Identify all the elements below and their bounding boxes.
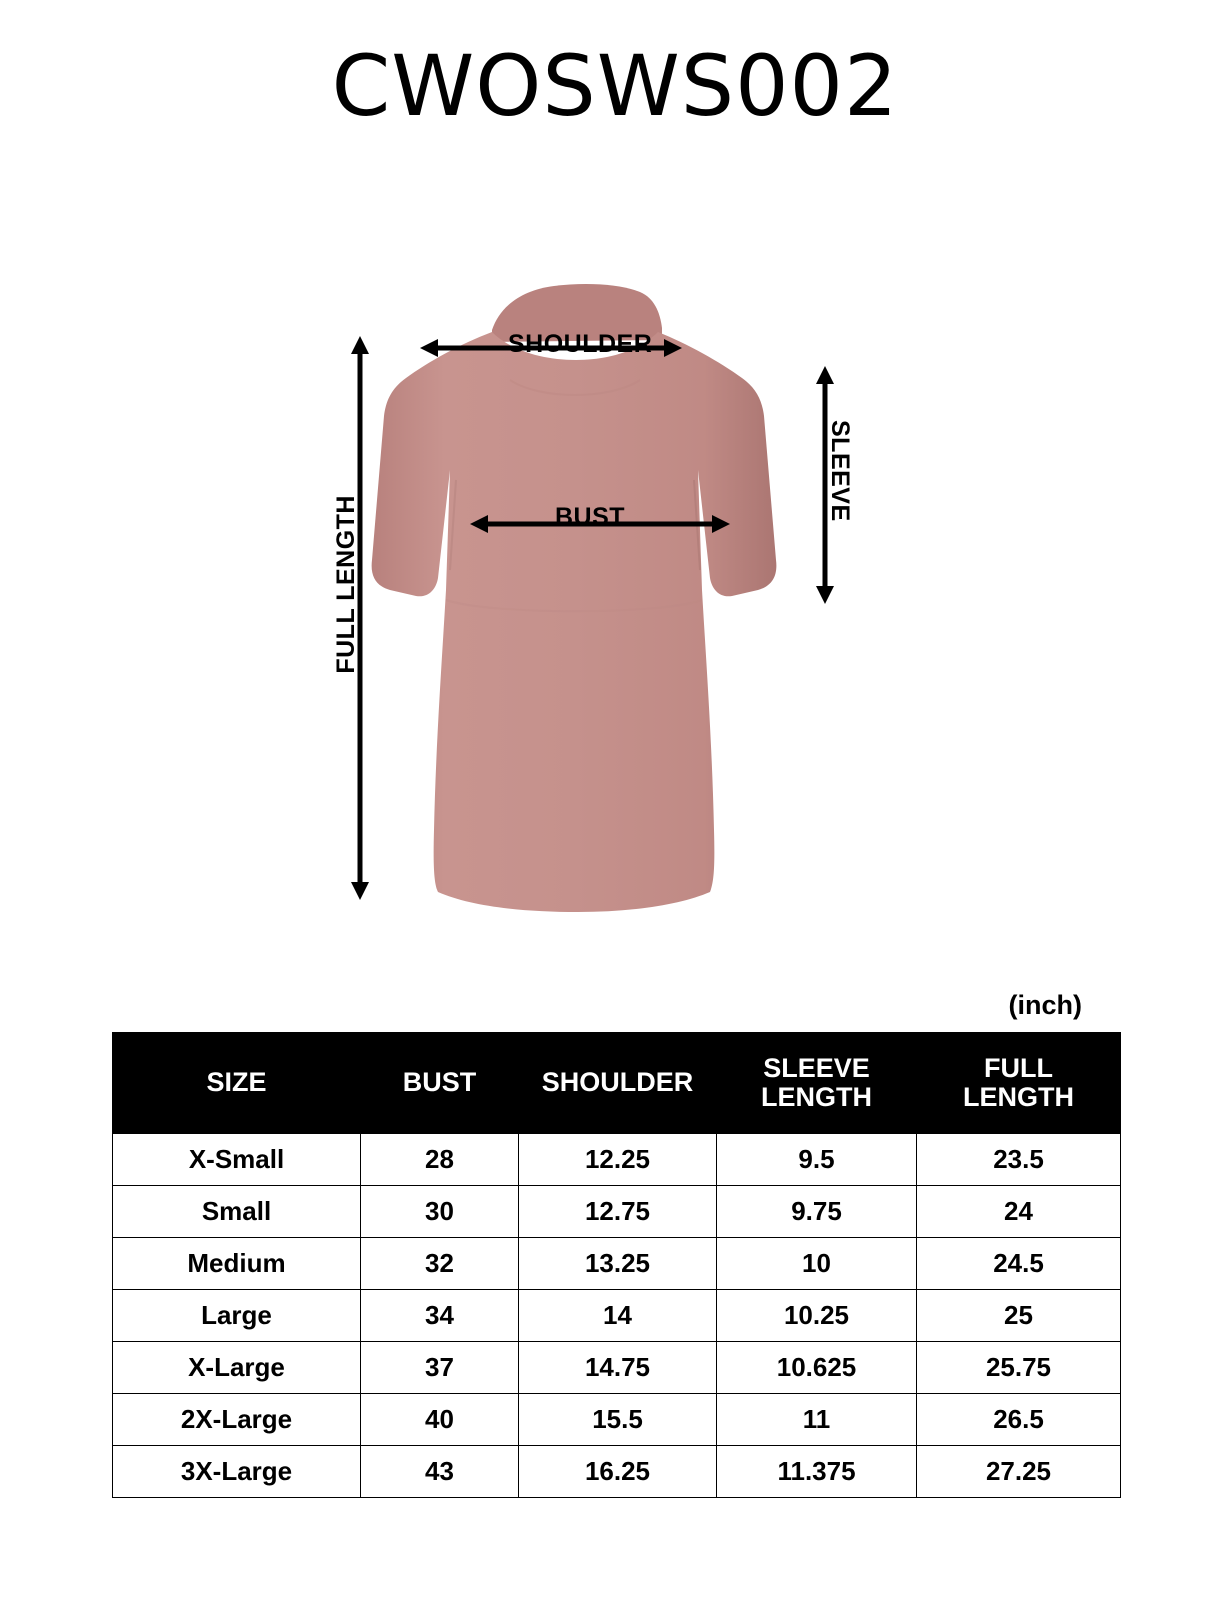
cell-size: Large [113,1290,361,1342]
header-size: SIZE [113,1033,361,1134]
cell-bust: 34 [361,1290,519,1342]
table-row [113,1394,1121,1446]
cell-full: 23.5 [917,1134,1121,1186]
cell-sleeve: 9.75 [717,1186,917,1238]
cell-sleeve: 10.625 [717,1342,917,1394]
cell-shoulder: 14.75 [519,1342,717,1394]
cell-shoulder: 12.25 [519,1134,717,1186]
cell-bust: 40 [361,1394,519,1446]
cell-full: 25 [917,1290,1121,1342]
cell-bust: 37 [361,1342,519,1394]
cell-full: 24.5 [917,1238,1121,1290]
page-title: CWOSWS002 [331,37,899,135]
cell-shoulder: 16.25 [519,1446,717,1498]
cell-shoulder: 13.25 [519,1238,717,1290]
header-bust: BUST [361,1033,519,1134]
table-row [113,1134,1121,1186]
cell-bust: 28 [361,1134,519,1186]
table-row [113,1342,1121,1394]
cell-full: 27.25 [917,1446,1121,1498]
label-full-length: FULL LENGTH [332,495,360,674]
table-header-row [113,1033,1121,1134]
cell-full: 26.5 [917,1394,1121,1446]
garment-diagram [310,270,920,930]
cell-size: X-Small [113,1134,361,1186]
cell-bust: 32 [361,1238,519,1290]
label-shoulder: SHOULDER [508,330,653,358]
cell-size: 3X-Large [113,1446,361,1498]
table-row [113,1238,1121,1290]
cell-full: 24 [917,1186,1121,1238]
cell-sleeve: 9.5 [717,1134,917,1186]
cell-bust: 43 [361,1446,519,1498]
cell-shoulder: 15.5 [519,1394,717,1446]
label-bust: BUST [555,503,626,531]
table-row [113,1446,1121,1498]
header-sleeve-length: SLEEVE LENGTH [717,1033,917,1134]
header-full-length: FULL LENGTH [917,1033,1121,1134]
cell-sleeve: 11 [717,1394,917,1446]
cell-size: Small [113,1186,361,1238]
cell-size: 2X-Large [113,1394,361,1446]
cell-shoulder: 14 [519,1290,717,1342]
cell-sleeve: 11.375 [717,1446,917,1498]
cell-sleeve: 10 [717,1238,917,1290]
cell-sleeve: 10.25 [717,1290,917,1342]
cell-shoulder: 12.75 [519,1186,717,1238]
tshirt-shape [372,284,777,912]
header-shoulder: SHOULDER [519,1033,717,1134]
label-sleeve: SLEEVE [826,420,854,522]
unit-note: (inch) [1008,990,1082,1020]
cell-bust: 30 [361,1186,519,1238]
garment-illustration [310,270,920,930]
cell-full: 25.75 [917,1342,1121,1394]
table-row [113,1290,1121,1342]
table-row [113,1186,1121,1238]
size-chart-table [112,1032,1121,1498]
cell-size: X-Large [113,1342,361,1394]
cell-size: Medium [113,1238,361,1290]
